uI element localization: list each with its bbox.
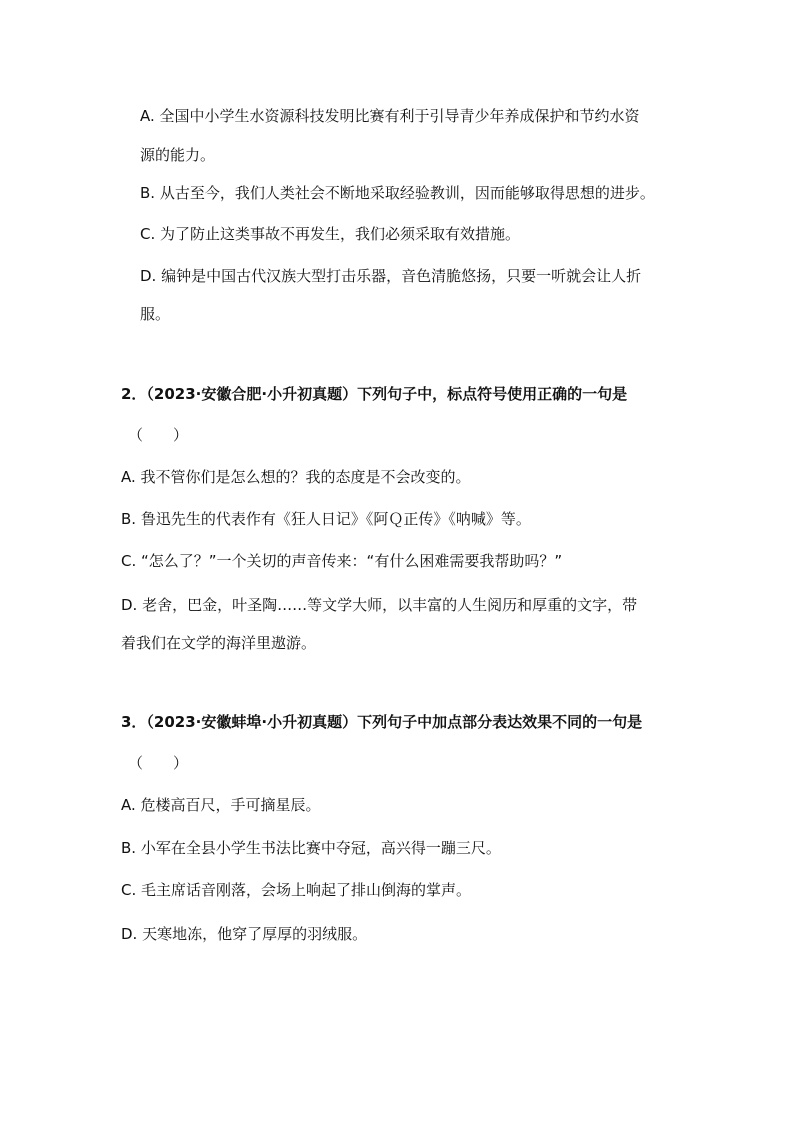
q3-option-a: A. 危楼高百尺，手可摘星辰。 — [121, 796, 321, 814]
q1-option-a-line2: 源的能力。 — [140, 146, 216, 164]
q3-heading: 3．（2023·安徽蚌埠·小升初真题）下列句子中加点部分表达效果不同的一句是 — [121, 713, 643, 731]
q1-option-d-line1: D. 编钟是中国古代汉族大型打击乐器，音色清脆悠扬，只要一听就会让人折 — [140, 267, 642, 285]
q2-option-d-line2: 着我们在文学的海洋里遨游。 — [121, 634, 317, 652]
q3-option-b: B. 小军在全县小学生书法比赛中夺冠，高兴得一蹦三尺。 — [121, 839, 501, 857]
q2-heading: 2．（2023·安徽合肥·小升初真题）下列句子中，标点符号使用正确的一句是 — [121, 385, 628, 403]
q1-option-a-line1: A. 全国中小学生水资源科技发明比赛有利于引导青少年养成保护和节约水资 — [140, 107, 640, 125]
q2-answer-paren: （ ） — [128, 426, 189, 444]
q3-option-c: C. 毛主席话音刚落，会场上响起了排山倒海的掌声。 — [121, 881, 472, 899]
q1-option-b: B. 从古至今，我们人类社会不断地采取经验教训，因而能够取得思想的进步。 — [140, 184, 655, 202]
q3-option-d: D. 天寒地冻，他穿了厚厚的羽绒服。 — [121, 925, 368, 943]
q2-option-b: B. 鲁迅先生的代表作有《狂人日记》《阿Ｑ正传》《呐喊》等。 — [121, 510, 531, 528]
q2-option-c: C. “怎么了？”一个关切的声音传来：“有什么困难需要我帮助吗？” — [121, 552, 563, 570]
q3-answer-paren: （ ） — [128, 754, 189, 772]
q1-option-d-line2: 服。 — [140, 305, 171, 323]
q2-option-d-line1: D. 老舍，巴金，叶圣陶……等文学大师，以丰富的人生阅历和厚重的文字，带 — [121, 596, 638, 614]
q2-option-a: A. 我不管你们是怎么想的？我的态度是不会改变的。 — [121, 468, 471, 486]
q1-option-c: C. 为了防止这类事故不再发生，我们必须采取有效措施。 — [140, 225, 521, 243]
